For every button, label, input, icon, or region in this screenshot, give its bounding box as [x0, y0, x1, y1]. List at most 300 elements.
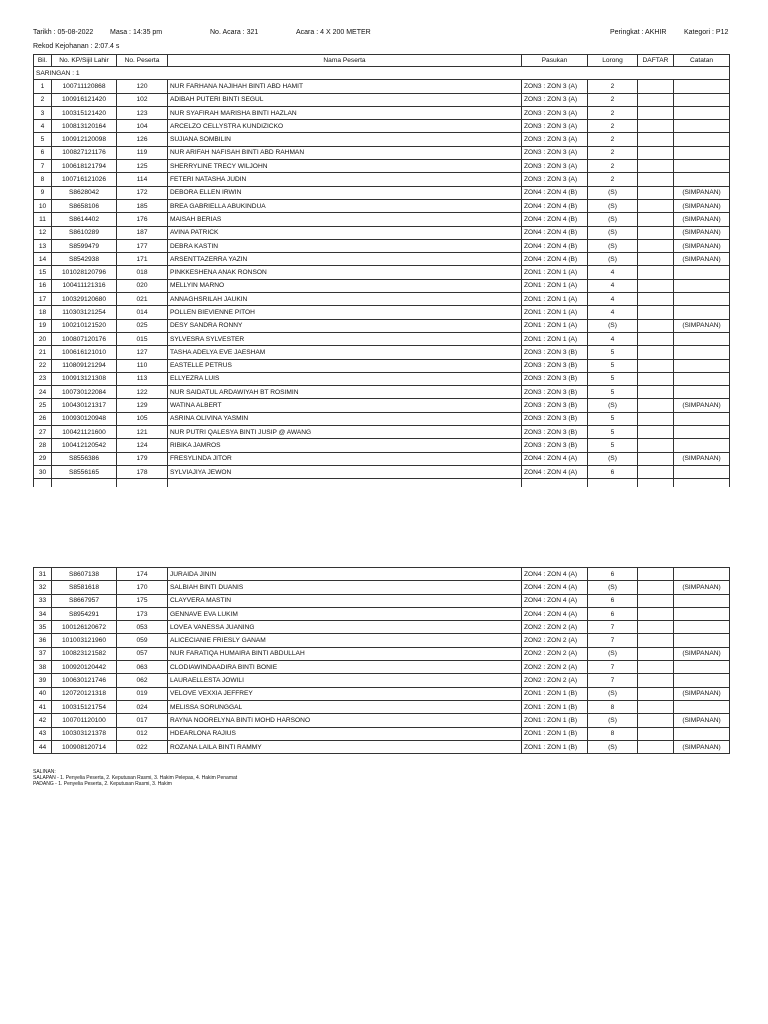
row-daftar [638, 412, 674, 425]
row-kp: 101028120796 [52, 266, 117, 279]
row-kp: 100430121317 [52, 399, 117, 412]
row-lorong: (S) [588, 319, 638, 332]
row-daftar [638, 213, 674, 226]
row-daftar [638, 568, 674, 581]
row-pasukan: ZON4 : ZON 4 (B) [522, 253, 588, 266]
row-bil: 37 [34, 647, 52, 660]
row-nama: ASRINA OLIVINA YASMIN [168, 412, 522, 425]
table-row [34, 727, 730, 740]
row-nama: WATINA ALBERT [168, 399, 522, 412]
row-kp: 100411121316 [52, 279, 117, 292]
row-catatan [674, 727, 730, 740]
row-catatan: (SIMPANAN) [674, 452, 730, 465]
row-pasukan: ZON1 : ZON 1 (B) [522, 714, 588, 727]
row-pasukan: ZON1 : ZON 1 (A) [522, 279, 588, 292]
row-catatan [674, 120, 730, 133]
row-catatan [674, 372, 730, 385]
row-kp: 100920120442 [52, 661, 117, 674]
row-catatan: (SIMPANAN) [674, 581, 730, 594]
table-row [34, 213, 730, 226]
row-kp: S8556386 [52, 452, 117, 465]
row-nama: NUR SAIDATUL ARDAWIYAH BT ROSIMIN [168, 386, 522, 399]
footer-salinan: SALINAN: [33, 769, 56, 775]
row-bil: 9 [34, 186, 52, 199]
table-row [34, 266, 730, 279]
row-daftar [638, 399, 674, 412]
row-pasukan: ZON3 : ZON 3 (A) [522, 80, 588, 93]
row-daftar [638, 740, 674, 753]
blank-cell [588, 479, 638, 488]
row-no-peserta: 127 [117, 346, 168, 359]
row-no-peserta: 129 [117, 399, 168, 412]
table-row [34, 581, 730, 594]
row-daftar [638, 372, 674, 385]
row-kp: 100908120714 [52, 740, 117, 753]
col-pasukan-header: Pasukan [522, 55, 588, 67]
row-bil: 16 [34, 279, 52, 292]
row-pasukan: ZON4 : ZON 4 (B) [522, 199, 588, 212]
row-catatan [674, 266, 730, 279]
row-bil: 24 [34, 386, 52, 399]
table-row [34, 740, 730, 753]
row-pasukan: ZON1 : ZON 1 (A) [522, 266, 588, 279]
row-daftar [638, 426, 674, 439]
row-lorong: 2 [588, 173, 638, 186]
row-no-peserta: 179 [117, 452, 168, 465]
row-bil: 43 [34, 727, 52, 740]
col-nama-header: Nama Peserta [168, 55, 522, 67]
row-nama: SYLVIAJIYA JEWON [168, 465, 522, 478]
table-row [34, 160, 730, 173]
row-lorong: 4 [588, 293, 638, 306]
row-daftar [638, 594, 674, 607]
row-nama: DESY SANDRA RONNY [168, 319, 522, 332]
row-bil: 27 [34, 426, 52, 439]
row-catatan [674, 133, 730, 146]
row-nama: SHERRYLINE TRECY WILJOHN [168, 160, 522, 173]
row-catatan [674, 439, 730, 452]
row-lorong: 7 [588, 621, 638, 634]
row-nama: ROZANA LAILA BINTI RAMMY [168, 740, 522, 753]
row-kp: 100315121754 [52, 700, 117, 713]
row-daftar [638, 266, 674, 279]
row-catatan [674, 293, 730, 306]
row-kp: 100823121582 [52, 647, 117, 660]
row-pasukan: ZON3 : ZON 3 (A) [522, 173, 588, 186]
table-row [34, 426, 730, 439]
row-bil: 20 [34, 332, 52, 345]
row-pasukan: ZON2 : ZON 2 (A) [522, 634, 588, 647]
row-daftar [638, 160, 674, 173]
table-row [34, 594, 730, 607]
row-catatan [674, 607, 730, 620]
row-kp: S8614402 [52, 213, 117, 226]
row-catatan [674, 306, 730, 319]
table-row [34, 80, 730, 93]
row-bil: 5 [34, 133, 52, 146]
row-lorong: 4 [588, 306, 638, 319]
acara-label: Acara : 4 X 200 METER [296, 29, 371, 36]
col-catatan-header: Catatan [674, 55, 730, 67]
row-bil: 8 [34, 173, 52, 186]
row-nama: BREA GABRIELLA ABUKINDUA [168, 199, 522, 212]
row-no-peserta: 022 [117, 740, 168, 753]
table-row [34, 239, 730, 252]
row-daftar [638, 727, 674, 740]
row-lorong: (S) [588, 687, 638, 700]
row-no-peserta: 174 [117, 568, 168, 581]
row-catatan: (SIMPANAN) [674, 319, 730, 332]
row-lorong: 7 [588, 674, 638, 687]
table-row [34, 93, 730, 106]
row-nama: SALBIAH BINTI DUANIS [168, 581, 522, 594]
startlist-table-page1 [33, 54, 730, 487]
row-nama: NUR PUTRI QALESYA BINTI JUSIP @ AWANG [168, 426, 522, 439]
row-no-peserta: 110 [117, 359, 168, 372]
row-kp: 100813120164 [52, 120, 117, 133]
row-catatan [674, 359, 730, 372]
row-kp: 100126120672 [52, 621, 117, 634]
masa-label: Masa : 14:35 pm [110, 29, 163, 36]
row-lorong: (S) [588, 714, 638, 727]
row-bil: 23 [34, 372, 52, 385]
row-daftar [638, 439, 674, 452]
row-bil: 38 [34, 661, 52, 674]
table-row [34, 359, 730, 372]
row-daftar [638, 647, 674, 660]
row-lorong: 5 [588, 412, 638, 425]
row-kp: 100210121520 [52, 319, 117, 332]
row-daftar [638, 700, 674, 713]
row-kp: S8658106 [52, 199, 117, 212]
row-bil: 40 [34, 687, 52, 700]
col-daftar-header: DAFTAR [638, 55, 674, 67]
row-daftar [638, 133, 674, 146]
row-bil: 41 [34, 700, 52, 713]
blank-cell [674, 479, 730, 488]
rekod-label: Rekod Kejohanan : 2:07.4 s [33, 43, 120, 50]
row-no-peserta: 122 [117, 386, 168, 399]
row-pasukan: ZON3 : ZON 3 (A) [522, 160, 588, 173]
row-bil: 29 [34, 452, 52, 465]
row-daftar [638, 607, 674, 620]
row-nama: AVINA PATRICK [168, 226, 522, 239]
row-no-peserta: 059 [117, 634, 168, 647]
row-kp: 101003121960 [52, 634, 117, 647]
row-nama: SUJIANA SOMBILIN [168, 133, 522, 146]
row-daftar [638, 452, 674, 465]
row-catatan [674, 700, 730, 713]
row-nama: FETERI NATASHA JUDIN [168, 173, 522, 186]
table-row [34, 372, 730, 385]
row-catatan: (SIMPANAN) [674, 226, 730, 239]
row-catatan: (SIMPANAN) [674, 239, 730, 252]
row-catatan: (SIMPANAN) [674, 647, 730, 660]
table-row [34, 293, 730, 306]
row-catatan [674, 160, 730, 173]
row-bil: 6 [34, 146, 52, 159]
row-nama: DEBORA ELLEN IRWIN [168, 186, 522, 199]
row-bil: 7 [34, 160, 52, 173]
row-daftar [638, 714, 674, 727]
row-pasukan: ZON3 : ZON 3 (A) [522, 106, 588, 119]
row-catatan: (SIMPANAN) [674, 714, 730, 727]
row-pasukan: ZON2 : ZON 2 (A) [522, 621, 588, 634]
row-bil: 25 [34, 399, 52, 412]
row-lorong: 5 [588, 439, 638, 452]
row-lorong: (S) [588, 253, 638, 266]
row-bil: 13 [34, 239, 52, 252]
row-catatan [674, 621, 730, 634]
row-catatan: (SIMPANAN) [674, 253, 730, 266]
table-row [34, 133, 730, 146]
footer-padang: PADANG - 1. Penyelia Peserta, 2. Keputusan Rasmi, 3. Hakim [33, 781, 172, 787]
row-nama: ALICECIANIE FRIESLY GANAM [168, 634, 522, 647]
table-row [34, 412, 730, 425]
row-bil: 39 [34, 674, 52, 687]
row-daftar [638, 359, 674, 372]
row-kp: 100807120176 [52, 332, 117, 345]
row-lorong: 5 [588, 346, 638, 359]
row-no-peserta: 057 [117, 647, 168, 660]
row-kp: 110303121254 [52, 306, 117, 319]
table-row [34, 674, 730, 687]
table-row [34, 452, 730, 465]
row-lorong: 5 [588, 372, 638, 385]
row-lorong: 6 [588, 568, 638, 581]
row-catatan [674, 634, 730, 647]
row-no-peserta: 170 [117, 581, 168, 594]
row-nama: RAYNA NOORELYNA BINTI MOHD HARSONO [168, 714, 522, 727]
row-no-peserta: 171 [117, 253, 168, 266]
row-bil: 19 [34, 319, 52, 332]
row-pasukan: ZON3 : ZON 3 (B) [522, 426, 588, 439]
blank-cell [522, 479, 588, 488]
row-nama: ADIBAH PUTERI BINTI SEGUL [168, 93, 522, 106]
row-daftar [638, 674, 674, 687]
row-kp: S8610289 [52, 226, 117, 239]
row-kp: S8607138 [52, 568, 117, 581]
tarikh-label: Tarikh : 05-08-2022 [33, 29, 94, 36]
row-kp: 100329120680 [52, 293, 117, 306]
row-lorong: 8 [588, 700, 638, 713]
row-kp: 100827121176 [52, 146, 117, 159]
row-nama: CLAYVERA MASTIN [168, 594, 522, 607]
row-daftar [638, 621, 674, 634]
row-no-peserta: 178 [117, 465, 168, 478]
row-no-peserta: 017 [117, 714, 168, 727]
row-bil: 26 [34, 412, 52, 425]
row-bil: 10 [34, 199, 52, 212]
row-pasukan: ZON3 : ZON 3 (B) [522, 399, 588, 412]
row-catatan [674, 568, 730, 581]
row-pasukan: ZON1 : ZON 1 (B) [522, 727, 588, 740]
row-no-peserta: 020 [117, 279, 168, 292]
table-row [34, 226, 730, 239]
row-catatan [674, 386, 730, 399]
row-nama: ELLYEZRA LUIS [168, 372, 522, 385]
row-lorong: 2 [588, 93, 638, 106]
row-pasukan: ZON1 : ZON 1 (B) [522, 700, 588, 713]
row-lorong: 2 [588, 146, 638, 159]
row-pasukan: ZON1 : ZON 1 (B) [522, 687, 588, 700]
row-pasukan: ZON1 : ZON 1 (A) [522, 319, 588, 332]
table-row [34, 687, 730, 700]
row-kp: 120720121318 [52, 687, 117, 700]
table-row [34, 439, 730, 452]
row-lorong: 7 [588, 634, 638, 647]
row-lorong: 2 [588, 120, 638, 133]
row-daftar [638, 199, 674, 212]
row-lorong: 2 [588, 106, 638, 119]
row-pasukan: ZON2 : ZON 2 (A) [522, 661, 588, 674]
table-row [34, 346, 730, 359]
row-kp: 100421121600 [52, 426, 117, 439]
row-nama: EASTELLE PETRUS [168, 359, 522, 372]
row-lorong: (S) [588, 399, 638, 412]
row-nama: FRESYLINDA JITOR [168, 452, 522, 465]
row-bil: 11 [34, 213, 52, 226]
row-nama: ARSENTTAZERRA YAZIN [168, 253, 522, 266]
col-lorong-header: Lorong [588, 55, 638, 67]
row-bil: 36 [34, 634, 52, 647]
row-daftar [638, 120, 674, 133]
row-pasukan: ZON2 : ZON 2 (A) [522, 647, 588, 660]
row-pasukan: ZON4 : ZON 4 (A) [522, 581, 588, 594]
row-pasukan: ZON4 : ZON 4 (A) [522, 465, 588, 478]
row-catatan: (SIMPANAN) [674, 186, 730, 199]
row-kp: S8628042 [52, 186, 117, 199]
row-bil: 33 [34, 594, 52, 607]
row-kp: 100716121026 [52, 173, 117, 186]
row-no-peserta: 024 [117, 700, 168, 713]
row-kp: S8599479 [52, 239, 117, 252]
row-daftar [638, 173, 674, 186]
row-no-peserta: 173 [117, 607, 168, 620]
row-catatan: (SIMPANAN) [674, 213, 730, 226]
row-no-peserta: 125 [117, 160, 168, 173]
row-nama: LAURAELLESTA JOWILI [168, 674, 522, 687]
row-catatan [674, 93, 730, 106]
row-nama: NUR ARIFAH NAFISAH BINTI ABD RAHMAN [168, 146, 522, 159]
row-pasukan: ZON3 : ZON 3 (B) [522, 359, 588, 372]
row-bil: 44 [34, 740, 52, 753]
blank-row [34, 479, 730, 488]
row-daftar [638, 332, 674, 345]
row-kp: S8581618 [52, 581, 117, 594]
row-lorong: 6 [588, 594, 638, 607]
row-catatan [674, 279, 730, 292]
row-lorong: 5 [588, 426, 638, 439]
row-bil: 21 [34, 346, 52, 359]
row-lorong: (S) [588, 740, 638, 753]
row-kp: 100303121378 [52, 727, 117, 740]
row-nama: TASHA ADELYA EVE JAESHAM [168, 346, 522, 359]
row-lorong: (S) [588, 213, 638, 226]
row-no-peserta: 121 [117, 426, 168, 439]
row-daftar [638, 319, 674, 332]
blank-cell [52, 479, 117, 488]
row-catatan: (SIMPANAN) [674, 399, 730, 412]
row-lorong: 6 [588, 607, 638, 620]
table-row [34, 700, 730, 713]
row-kp: 100618121794 [52, 160, 117, 173]
col-kp-header: No. KP/Sijil Lahir [52, 55, 117, 67]
row-bil: 42 [34, 714, 52, 727]
no-acara-label: No. Acara : 321 [210, 29, 259, 36]
row-no-peserta: 119 [117, 146, 168, 159]
row-bil: 32 [34, 581, 52, 594]
row-kp: S8556165 [52, 465, 117, 478]
table-row [34, 568, 730, 581]
row-nama: RIBIKA JAMROS [168, 439, 522, 452]
row-pasukan: ZON1 : ZON 1 (A) [522, 306, 588, 319]
row-kp: 110809121294 [52, 359, 117, 372]
row-catatan [674, 332, 730, 345]
row-bil: 30 [34, 465, 52, 478]
row-lorong: 4 [588, 266, 638, 279]
blank-cell [34, 479, 52, 488]
row-kp: 100412120542 [52, 439, 117, 452]
row-no-peserta: 021 [117, 293, 168, 306]
table-row [34, 386, 730, 399]
row-no-peserta: 114 [117, 173, 168, 186]
row-daftar [638, 93, 674, 106]
row-pasukan: ZON4 : ZON 4 (B) [522, 226, 588, 239]
row-kp: 100315121420 [52, 106, 117, 119]
row-daftar [638, 346, 674, 359]
row-daftar [638, 253, 674, 266]
row-nama: LOVEA VANESSA JUANING [168, 621, 522, 634]
table-row [34, 607, 730, 620]
table-row [34, 253, 730, 266]
row-daftar [638, 386, 674, 399]
row-daftar [638, 106, 674, 119]
row-no-peserta: 104 [117, 120, 168, 133]
row-daftar [638, 80, 674, 93]
row-catatan [674, 426, 730, 439]
row-catatan [674, 465, 730, 478]
row-lorong: (S) [588, 647, 638, 660]
table-row [34, 173, 730, 186]
table-row [34, 647, 730, 660]
row-daftar [638, 293, 674, 306]
row-daftar [638, 226, 674, 239]
table-row [34, 634, 730, 647]
row-kp: 100701120100 [52, 714, 117, 727]
blank-cell [638, 479, 674, 488]
row-no-peserta: 120 [117, 80, 168, 93]
row-bil: 31 [34, 568, 52, 581]
row-kp: S8542938 [52, 253, 117, 266]
row-daftar [638, 306, 674, 319]
row-nama: MAISAH BERIAS [168, 213, 522, 226]
table-row [34, 714, 730, 727]
row-kp: 100630121746 [52, 674, 117, 687]
table-row [34, 279, 730, 292]
row-nama: SYLVESRA SYLVESTER [168, 332, 522, 345]
table-row [34, 332, 730, 345]
row-kp: 100912120098 [52, 133, 117, 146]
row-catatan [674, 106, 730, 119]
row-lorong: (S) [588, 226, 638, 239]
kategori-label: Kategori : P12 [684, 29, 729, 36]
row-no-peserta: 124 [117, 439, 168, 452]
row-bil: 22 [34, 359, 52, 372]
row-no-peserta: 105 [117, 412, 168, 425]
row-pasukan: ZON4 : ZON 4 (A) [522, 594, 588, 607]
table-row [34, 120, 730, 133]
